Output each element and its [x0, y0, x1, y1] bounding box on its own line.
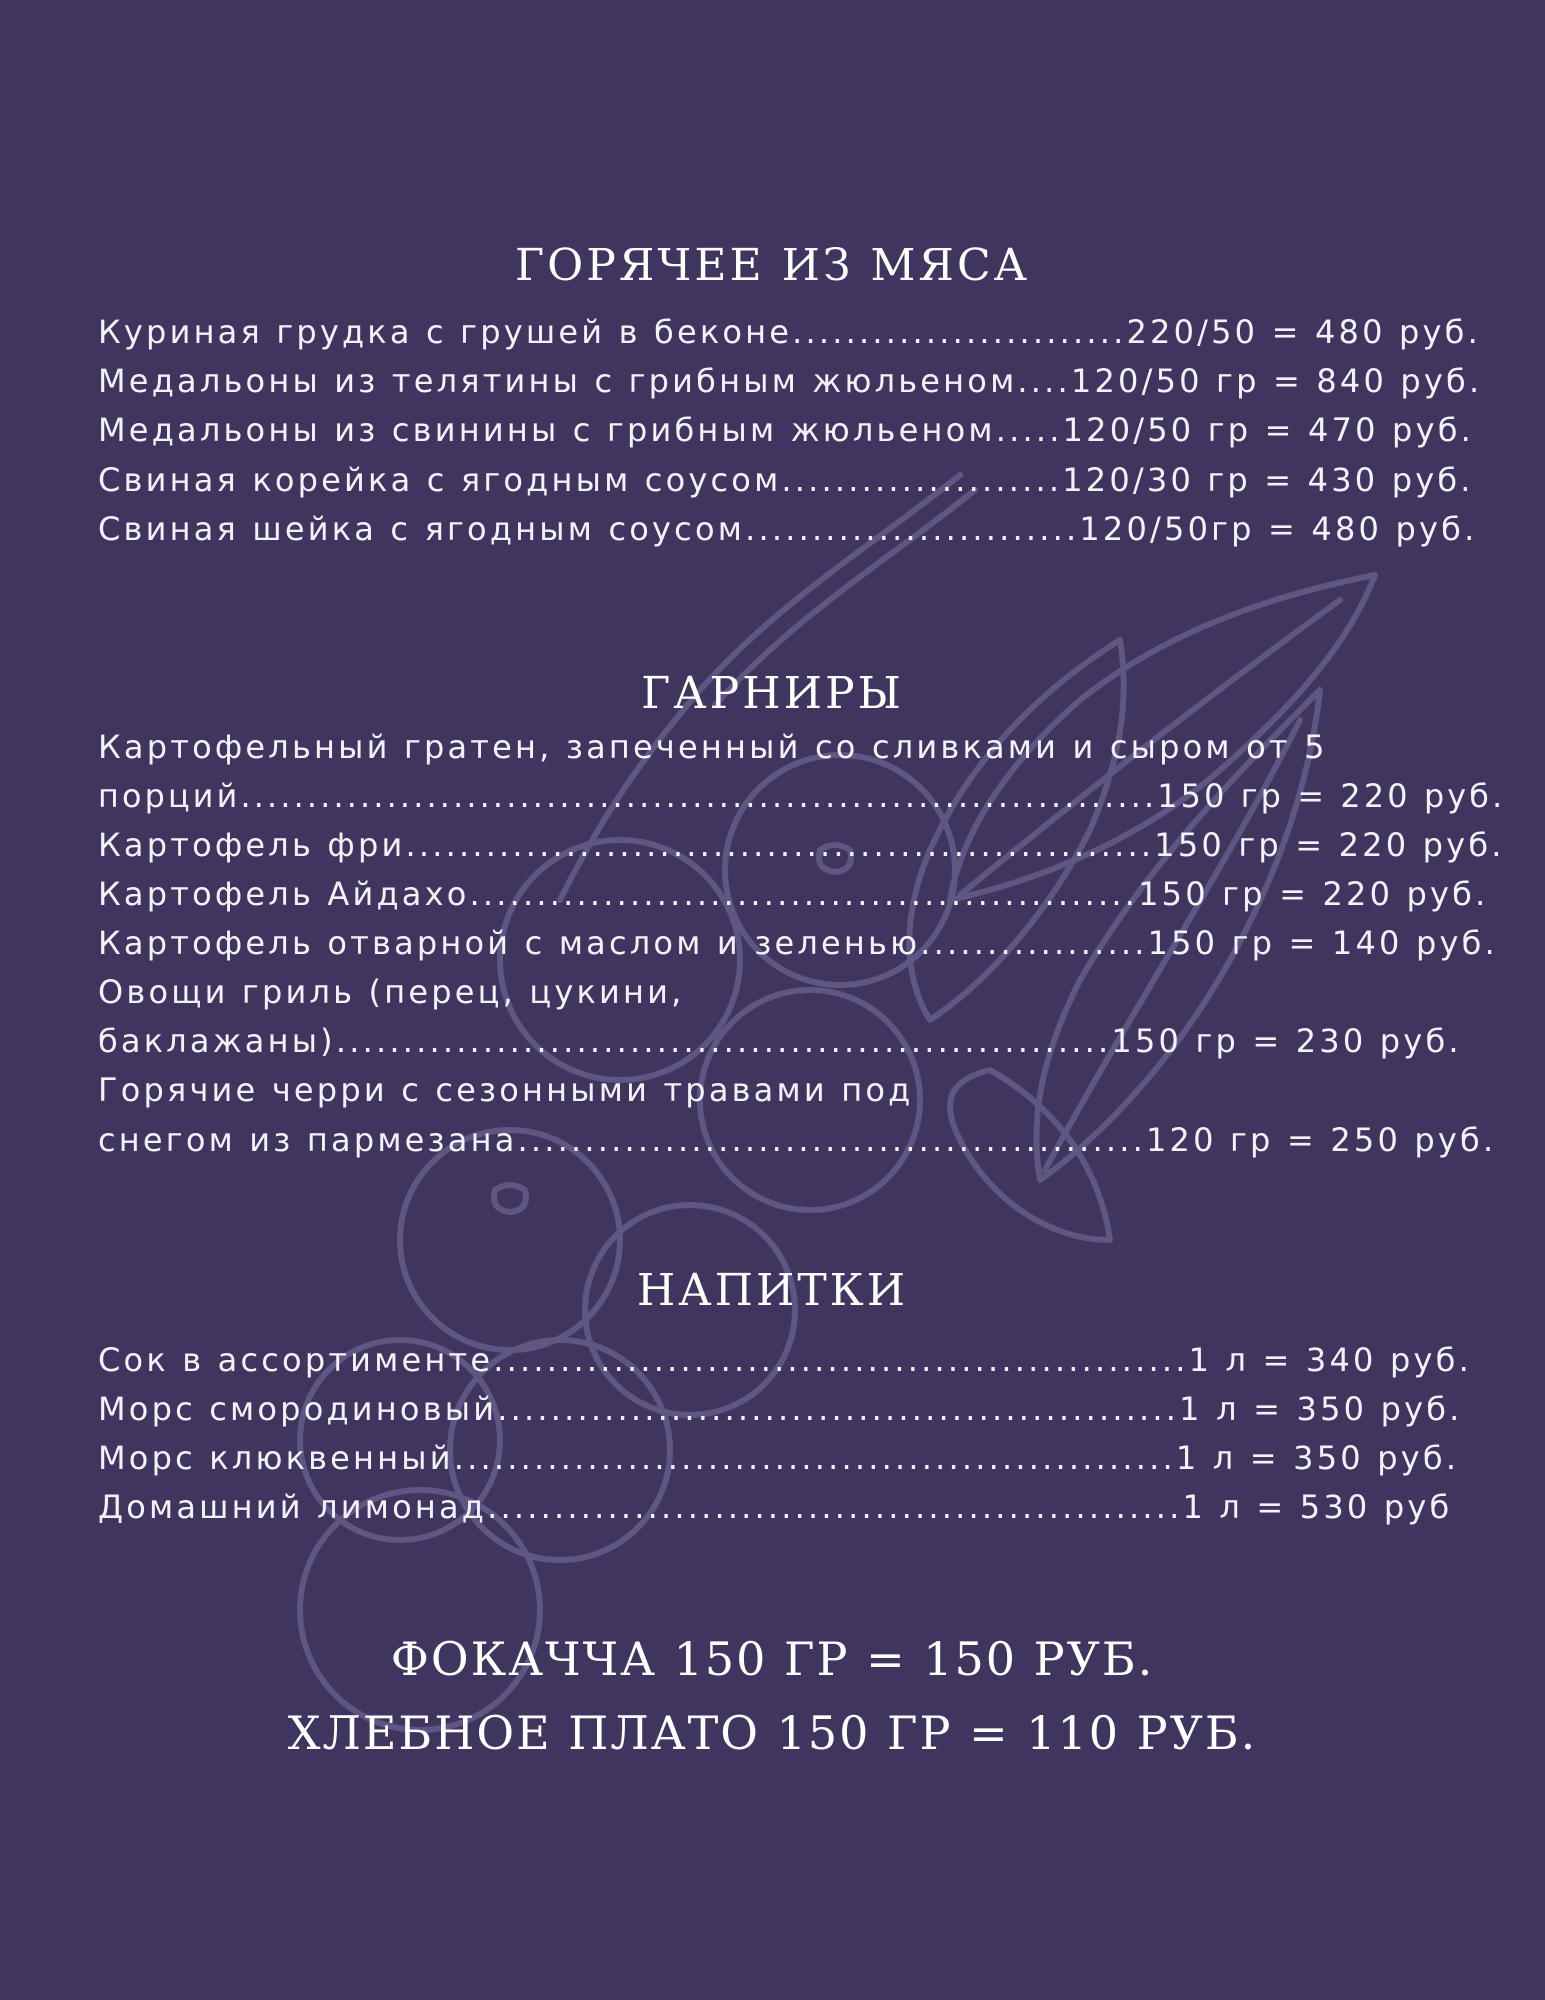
section-title-drinks: НАПИТКИ — [636, 1265, 909, 1316]
menu-item-line: Морс смородиновый...................................................1 л = 350 руб. — [98, 1390, 1463, 1428]
menu-item-line: Домашний лимонад....................................................1 л = 530 руб — [98, 1488, 1453, 1526]
section-title-meat: ГОРЯЧЕЕ ИЗ МЯСА — [515, 240, 1030, 291]
menu-item-line: порций.....................................................................150 гр = 220 руб. — [98, 777, 1506, 815]
menu-item-line: Сок в ассортименте....................................................1 л = 340 руб. — [98, 1341, 1472, 1379]
section-title-sides: ГАРНИРЫ — [641, 668, 904, 719]
menu-item-line: Картофель фри........................................................150 гр = 220 руб. — [98, 826, 1505, 864]
menu-item-line: Медальоны из телятины с грибным жюльеном....120/50 гр = 840 руб. — [98, 362, 1483, 400]
menu-item-line: Овощи гриль (перец, цукини, — [98, 973, 685, 1011]
focaccia-price: ФОКАЧЧА 150 ГР = 150 РУБ. — [390, 1632, 1155, 1686]
berry-tip — [494, 1185, 526, 1212]
menu-item-line: баклажаны)..........................................................150 гр = 230 руб. — [98, 1022, 1462, 1060]
menu-item-line: Горячие черри с сезонными травами под — [98, 1071, 914, 1109]
menu-item-line: снегом из пармезана...............................................120 гр = 250 руб. — [98, 1121, 1497, 1159]
menu-item-line: Картофель отварной с маслом и зеленью.................150 гр = 140 руб. — [98, 924, 1498, 962]
bread-plate-price: ХЛЕБНОЕ ПЛАТО 150 ГР = 110 РУБ. — [287, 1706, 1258, 1760]
menu-item-line: Медальоны из свинины с грибным жюльеном.....120/50 гр = 470 руб. — [98, 411, 1475, 449]
menu-item-line: Куриная грудка с грушей в беконе.........................220/50 = 480 руб. — [98, 313, 1481, 351]
menu-item-line: Картофель Айдахо..................................................150 гр = 220 руб. — [98, 875, 1489, 913]
menu-item-line: Свиная корейка с ягодным соусом.....................120/30 гр = 430 руб. — [98, 461, 1474, 499]
menu-item-line: Морс клюквенный......................................................1 л = 350 руб. — [98, 1439, 1460, 1477]
menu-item-line: Картофельный гратен, запеченный со сливками и сыром от 5 — [98, 728, 1328, 766]
menu-item-line: Свиная шейка с ягодным соусом.........................120/50гр = 480 руб. — [98, 510, 1478, 548]
